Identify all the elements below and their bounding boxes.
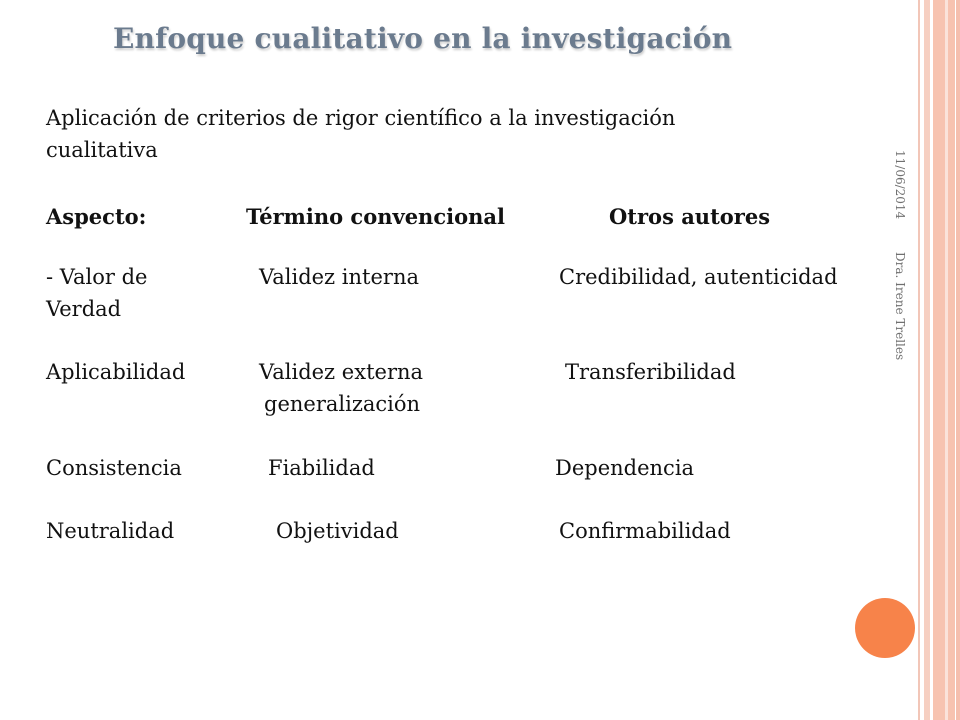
row-conventional: Objetividad	[276, 519, 399, 543]
header-other-authors: Otros autores	[609, 204, 771, 229]
row-other: Confirmabilidad	[559, 519, 731, 543]
row-conventional: Validez externa	[259, 360, 424, 384]
row-other: Dependencia	[555, 456, 695, 480]
decor-stripe	[956, 0, 960, 720]
row-other: Transferibilidad	[565, 360, 736, 384]
decor-stripe	[918, 0, 920, 720]
intro-line-1: Aplicación de criterios de rigor científico a la investigación	[46, 106, 676, 130]
row-aspect-cont: Verdad	[46, 297, 122, 321]
row-conventional: Validez interna	[259, 265, 419, 289]
row-aspect: Neutralidad	[46, 519, 175, 543]
row-conventional: Fiabilidad	[268, 456, 375, 480]
header-conventional: Término convencional	[246, 204, 505, 229]
header-aspect: Aspecto:	[46, 204, 147, 229]
decor-stripe	[924, 0, 930, 720]
row-other: Credibilidad, autenticidad	[559, 265, 838, 289]
side-author: Dra. Irene Trelles	[893, 252, 907, 361]
side-date: 11/06/2014	[893, 150, 907, 220]
row-conventional-cont: generalización	[264, 392, 421, 416]
slide-title: Enfoque cualitativo en la investigación	[113, 22, 733, 55]
decor-stripe	[945, 0, 948, 720]
intro-line-2: cualitativa	[46, 138, 158, 162]
decor-stripe	[933, 0, 955, 720]
row-aspect: - Valor de	[46, 265, 148, 289]
accent-circle	[855, 598, 915, 658]
row-aspect: Consistencia	[46, 456, 182, 480]
row-aspect: Aplicabilidad	[46, 360, 186, 384]
